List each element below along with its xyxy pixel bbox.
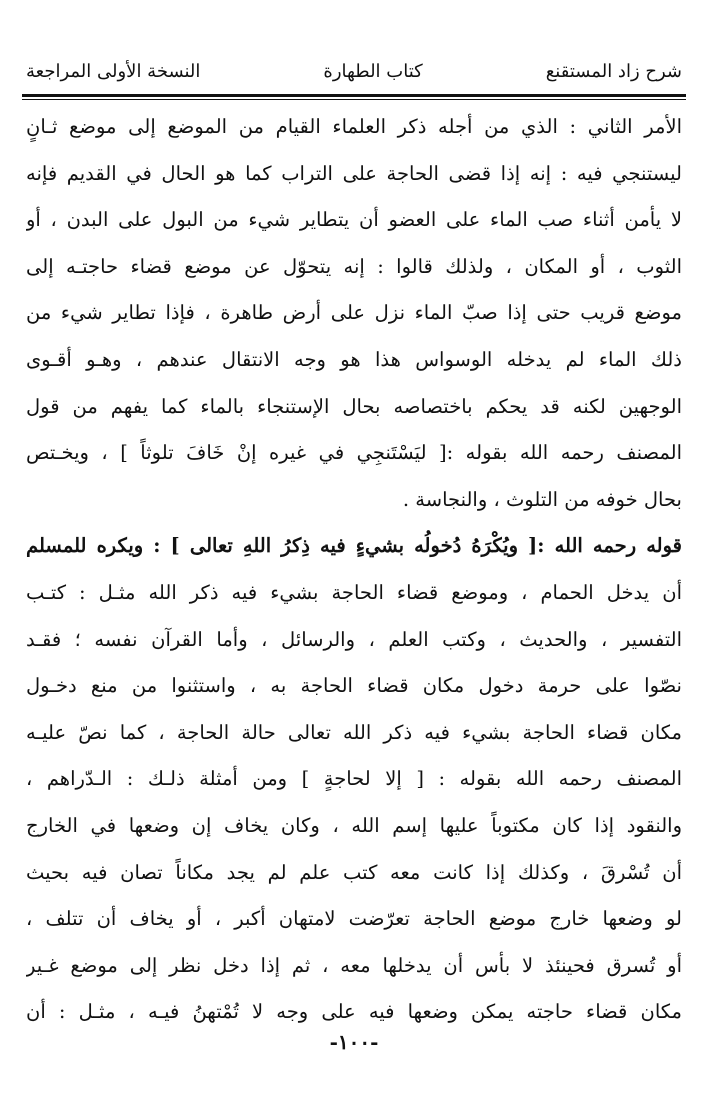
text-line: التفسير ، والحديث ، وكتب العلم ، والرسائل ، وأما القرآن نفسه ؛ فقـد [26, 627, 682, 651]
text-line: مكان قضاء حاجته يمكن وضعها فيه على وجه لا تُمْتهنُ فيـه ، مثـل : أن [26, 1000, 682, 1024]
text-line: الثوب ، أو المكان ، ولذلك قالوا : إنه يتحوّل عن موضع قضاء حاجتـه إلى [26, 254, 682, 278]
text-line: لا يأمن أثناء صب الماء على العضو أن يتطاير شيء من البول على البدن ، أو [26, 208, 682, 232]
text-line: ليستنجي فيه : إنه إذا قضى الحاجة على التراب كما هو الحال في القديم فإنه [26, 161, 682, 185]
header-edition: النسخة الأولى المراجعة [26, 60, 201, 82]
body-text [26, 104, 682, 1036]
text-line: المصنف رحمه الله بقوله :[ ليَسْتَنجِي في غيره إنْ خَافَ تلوثاً ] ، ويخـتص [26, 441, 682, 465]
text-line: ذلك الماء لم يدخله الوسواس هذا هو وجه الانتقال عندهم ، وهـو أقـوى [26, 347, 682, 371]
text-line: الوجهين لكنه قد يحكم باختصاصه بحال الإستنجاء بالماء كما يفهم من قول [26, 394, 682, 418]
text-line: والنقود إذا كان مكتوباً عليها إسم الله ، وكان يخاف إن وضعها في الخارج [26, 813, 682, 837]
text-line: نصّوا على حرمة دخول مكان قضاء الحاجة به ، واستثنوا من منع دخـول [26, 674, 682, 698]
text-line: المصنف رحمه الله بقوله : [ إلا لحاجةٍ ] ومن أمثلة ذلـك : الـدّراهم ، [26, 767, 682, 791]
header-book-title: شرح زاد المستقنع [545, 60, 682, 82]
text-line: لو وضعها خارج موضع الحاجة تعرّضت لامتهان أكبر ، أو يخاف أن تتلف ، [26, 907, 682, 931]
text-line: أن تُسْرقَ ، وكذلك إذا كانت معه كتب علم لم يجد مكاناً تصان فيه بحيث [26, 860, 682, 884]
text-line-heading: قوله رحمه الله :[ ويُكْرَهُ دُخولُه بشيءٍ فيه ذِكرُ اللهِ تعالى ] : ويكره للمسلم [26, 534, 682, 558]
text-line: أو تُسرق فحينئذ لا بأس أن يدخلها معه ، ثم إذا دخل نظر إلى موضع غـير [26, 953, 682, 977]
page-number: -١٠٠- [329, 1030, 379, 1054]
text-line: أن يدخل الحمام ، وموضع قضاء الحاجة بشيء فيه ذكر الله مثـل : كتـب [26, 580, 682, 604]
header-rule-thick [22, 94, 686, 97]
running-header [26, 52, 682, 90]
text-line: الأمر الثاني : الذي من أجله ذكر العلماء القيام من الموضع إلى موضع ثـانٍ [26, 115, 682, 138]
text-line: بحال خوفه من التلوث ، والنجاسة . [402, 487, 682, 511]
text-line: موضع قريب حتى إذا صبّ الماء نزل على أرض طاهرة ، فإذا تطاير شيء من [26, 301, 682, 325]
header-rule-thin [22, 99, 686, 100]
text-line: مكان قضاء الحاجة بشيء فيه ذكر الله تعالى حالة الحاجة ، كما نصّ عليـه [26, 720, 682, 744]
header-chapter-title: كتاب الطهارة [323, 60, 423, 82]
